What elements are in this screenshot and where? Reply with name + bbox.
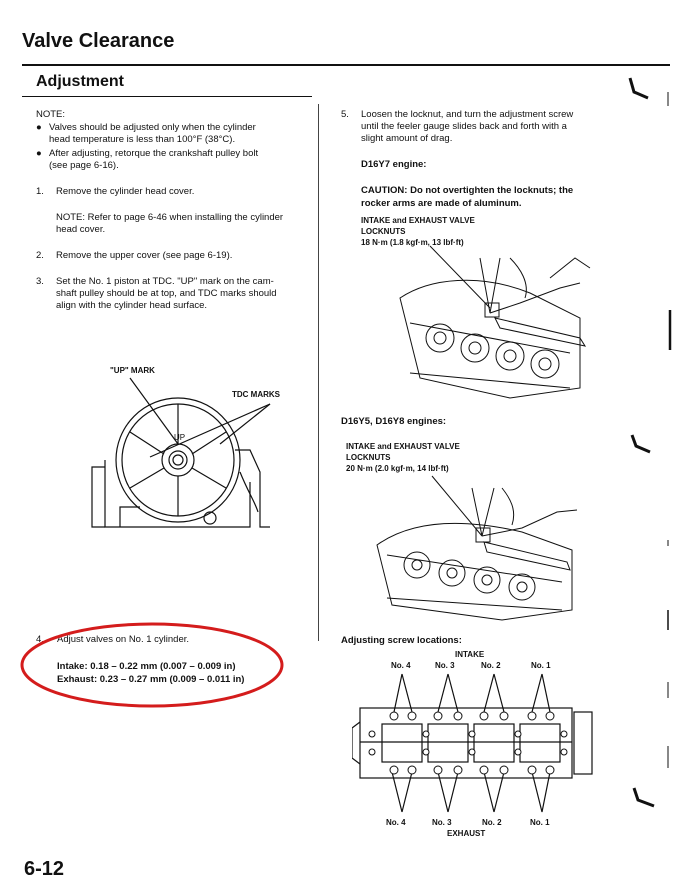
caution-line-2: rocker arms are made of aluminum. [361, 198, 522, 209]
intake-no-3: No. 3 [435, 661, 455, 670]
locations-title: Adjusting screw locations: [341, 635, 462, 646]
note-bullet-2-line-1: After adjusting, retorque the crankshaft pulley bolt [49, 148, 259, 159]
step-5-line-1: Loosen the locknut, and turn the adjustment screw [361, 109, 574, 120]
engine-d16y7-heading: D16Y7 engine: [361, 159, 427, 170]
svg-text:UP: UP [174, 433, 186, 442]
step-4-text: Adjust valves on No. 1 cylinder. [57, 634, 190, 645]
section-rule [22, 96, 312, 97]
step-1-text: Remove the cylinder head cover. [56, 186, 195, 197]
exhaust-no-3: No. 3 [432, 818, 452, 827]
d16y5-d16y8-locknut-figure [372, 470, 582, 622]
note-bullet-1-line-2: head temperature is less than 100°F (38°C). [49, 134, 236, 145]
intake-no-1: No. 1 [531, 661, 551, 670]
step-4-number: 4. [36, 634, 44, 645]
fig1-label-line-3: 18 N·m (1.8 kgf·m, 13 lbf·ft) [361, 238, 464, 247]
fig2-label-line-3: 20 N·m (2.0 kgf·m, 14 lbf·ft) [346, 464, 449, 473]
note-bullet-1: ● [36, 122, 42, 133]
step-3-line-2: shaft pulley should be at top, and TDC marks should [56, 288, 277, 299]
step-1-note-line-2: head cover. [56, 224, 106, 235]
caution-line-1: CAUTION: Do not overtighten the locknuts; the [361, 185, 574, 196]
step-2-number: 2. [36, 250, 44, 261]
intake-no-4: No. 4 [391, 661, 411, 670]
step-5-line-3: slight amount of drag. [361, 133, 453, 144]
fig1-label-line-1: INTAKE and EXHAUST VALVE [361, 216, 475, 225]
fig1-label-line-2: LOCKNUTS [361, 227, 406, 236]
note-bullet-1-line-1: Valves should be adjusted only when the cylinder [49, 122, 256, 133]
exhaust-no-1: No. 1 [530, 818, 550, 827]
step-1-number: 1. [36, 186, 44, 197]
step-5-line-2: until the feeler gauge slides back and forth with a [361, 121, 567, 132]
step-3-line-3: align with the cylinder head surface. [56, 300, 208, 311]
exhaust-no-4: No. 4 [386, 818, 406, 827]
d16y7-locknut-figure [390, 238, 600, 406]
intake-label: INTAKE [455, 650, 485, 659]
intake-no-2: No. 2 [481, 661, 501, 670]
adjusting-screw-location-diagram [352, 672, 597, 820]
note-bullet-2-line-2: (see page 6-16). [49, 160, 119, 171]
title-rule [22, 64, 670, 66]
exhaust-clearance-spec: Exhaust: 0.23 – 0.27 mm (0.009 – 0.011 in) [57, 674, 245, 685]
step-5-number: 5. [341, 109, 349, 120]
step-3-line-1: Set the No. 1 piston at TDC. "UP" mark on the cam- [56, 276, 274, 287]
red-annotation-ellipse [16, 618, 288, 712]
engine-d16y5-d16y8-heading: D16Y5, D16Y8 engines: [341, 416, 447, 427]
step-2-text: Remove the upper cover (see page 6-19). [56, 250, 233, 261]
note-label: NOTE: [36, 109, 66, 120]
section-title: Adjustment [36, 73, 124, 90]
tdc-marks-label: TDC MARKS [232, 390, 280, 399]
exhaust-no-2: No. 2 [482, 818, 502, 827]
up-mark-label: "UP" MARK [110, 366, 155, 375]
step-1-note-line-1: NOTE: Refer to page 6-46 when installing the cylinder [56, 212, 284, 223]
margin-scan-marks [622, 70, 672, 810]
step-3-number: 3. [36, 276, 44, 287]
exhaust-label: EXHAUST [447, 829, 486, 838]
page-number: 6-12 [24, 858, 65, 880]
intake-clearance-spec: Intake: 0.18 – 0.22 mm (0.007 – 0.009 in) [57, 661, 236, 672]
note-bullet-2: ● [36, 148, 42, 159]
fig2-label-line-1: INTAKE and EXHAUST VALVE [346, 442, 460, 451]
column-divider [318, 104, 319, 641]
page-title: Valve Clearance [22, 30, 175, 52]
fig2-label-line-2: LOCKNUTS [346, 453, 391, 462]
camshaft-pulley-figure [90, 372, 300, 537]
